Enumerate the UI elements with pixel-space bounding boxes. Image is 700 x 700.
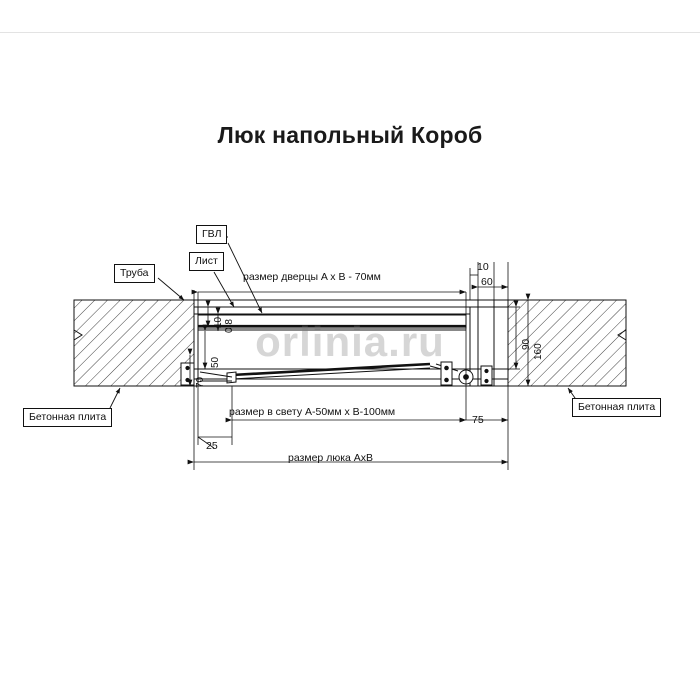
dim-25-bottom: 25 (206, 440, 218, 452)
dim-door-size: размер дверцы A x B - 70мм (243, 271, 381, 283)
dim-60-top: 60 (481, 276, 493, 288)
callout-gvl: ГВЛ (196, 225, 227, 244)
dim-10-left: 10 (213, 316, 224, 328)
callout-pipe: Труба (114, 264, 155, 283)
watermark: orlinia.ru (255, 318, 445, 365)
dim-clear-size: размер в свету A-50мм x B-100мм (229, 406, 396, 418)
callout-concrete-right: Бетонная плита (572, 398, 661, 417)
dim-75-bottom: 75 (472, 414, 484, 426)
callout-concrete-left: Бетонная плита (23, 408, 112, 427)
callout-sheet: Лист (189, 252, 224, 271)
dim-160-right: 160 (533, 343, 544, 360)
dim-08-left: 0,8 (224, 319, 235, 333)
dimension-lines (190, 262, 528, 470)
dim-50-left: 50 (210, 356, 221, 368)
dim-hatch-size: размер люка AxB (288, 452, 374, 464)
gas-strut-mechanism (181, 362, 492, 385)
dim-10-top: 10 (477, 261, 489, 273)
page-title: Люк напольный Короб (217, 122, 483, 148)
dim-70-left: 70 (195, 376, 206, 388)
dim-90-right: 90 (521, 338, 532, 350)
concrete-slab-left (74, 300, 194, 386)
